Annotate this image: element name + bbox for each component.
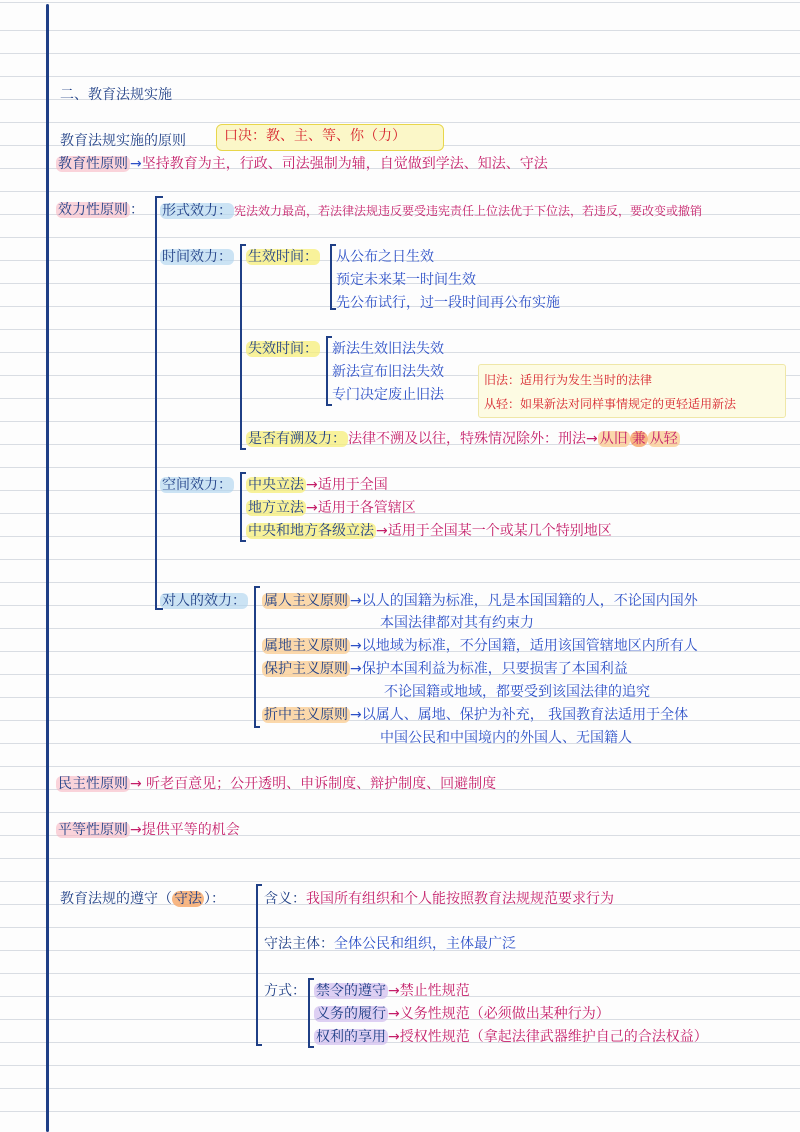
- method-item: 义务的履行 →义务性规范（必须做出某种行为）: [316, 1006, 610, 1022]
- effectiveness-bracket: [155, 196, 157, 610]
- education-principle-text: 坚持教育为主，行政、司法强制为辅，自觉做到学法、知法、守法: [141, 156, 548, 172]
- effective-time-label: 生效时间：: [248, 249, 318, 265]
- education-arrow: →: [130, 156, 142, 172]
- effective-item: 先公布试行，过一段时间再公布实施: [336, 295, 560, 311]
- retroactivity-label: 是否有溯及力：: [248, 431, 346, 447]
- methods-bracket: [308, 978, 310, 1048]
- expire-time-label: 失效时间：: [248, 341, 318, 357]
- person-effect-label: 对人的效力：: [162, 593, 246, 609]
- retroactivity: 是否有溯及力： 法律不溯及以往，特殊情况除外：刑法→ 从旧 兼 从轻: [248, 431, 678, 447]
- democracy-principle: 民主性原则 → 听老百意见；公开透明、申诉制度、辩护制度、回避制度: [58, 776, 497, 792]
- person-item-cont: 本国法律都对其有约束力: [380, 615, 534, 631]
- compliance-methods-label: 方式：: [264, 983, 306, 999]
- retroactivity-text: 法律不溯及以往，特殊情况除外：刑法→: [348, 431, 598, 447]
- effective-bracket: [330, 244, 332, 310]
- effective-item: 预定未来某一时间生效: [336, 272, 476, 288]
- space-item: 地方立法 →适用于各管辖区: [248, 500, 416, 516]
- person-bracket: [254, 586, 256, 728]
- person-item: 属人主义原则 →以人的国籍为标准，凡是本国国籍的人，不论国内国外: [264, 593, 698, 609]
- time-effect-label: 时间效力：: [162, 249, 232, 265]
- formal-effect-label: 形式效力：: [162, 203, 232, 219]
- note-old-law: 旧法：适用行为发生当时的法律: [484, 373, 653, 387]
- effectiveness-principle: 效力性原则 ：: [58, 202, 144, 218]
- expire-item: 新法生效旧法失效: [332, 341, 444, 357]
- section-title: 二、教育法规实施: [60, 87, 172, 103]
- method-item: 禁令的遵守 →禁止性规范: [316, 983, 470, 999]
- person-item-cont: 中国公民和中国境内的外国人、无国籍人: [380, 730, 632, 746]
- mnemonic: 口决：教、主、等、你（力）: [224, 128, 406, 144]
- formal-effect-text: 宪法效力最高，若法律法规违反要受违宪责任上位法优于下位法，若违反，要改变或撤销: [234, 204, 703, 218]
- space-effect-label: 空间效力：: [162, 477, 232, 493]
- education-principle-label: 教育性原则: [58, 156, 128, 172]
- compliance-meaning: 含义：我国所有组织和个人能按照教育法规规范要求行为: [264, 891, 614, 907]
- person-item: 属地主义原则 →以地域为标准，不分国籍，适用该国管辖地区内所有人: [264, 638, 698, 654]
- formal-effect: [160, 202, 702, 220]
- person-item-cont: 不论国籍或地域，都要受到该国法律的追究: [384, 684, 650, 700]
- education-principle: [56, 155, 548, 173]
- note-from-light: 从轻：如果新法对同样事情规定的更轻适用新法: [484, 397, 737, 411]
- person-item: 折中主义原则 →以属人、属地、保护为补充， 我国教育法适用于全体: [264, 707, 689, 723]
- principles-heading: 教育法规实施的原则: [60, 133, 186, 149]
- expire-bracket: [326, 336, 328, 406]
- space-bracket: [240, 472, 242, 542]
- equality-principle: 平等性原则 →提供平等的机会: [58, 822, 240, 838]
- method-item: 权利的享用 →授权性规范（拿起法律武器维护自己的合法权益）: [316, 1029, 708, 1045]
- time-bracket: [240, 244, 242, 450]
- margin-line: [46, 4, 49, 1132]
- compliance-heading: 教育法规的遵守（ 守法 ）：: [60, 891, 225, 907]
- effectiveness-label: 效力性原则: [58, 202, 128, 218]
- compliance-subject: 守法主体：全体公民和组织，主体最广泛: [264, 936, 516, 952]
- space-item: 中央立法 →适用于全国: [248, 477, 388, 493]
- space-item: 中央和地方各级立法 →适用于全国某一个或某几个特别地区: [248, 523, 612, 539]
- effective-item: 从公布之日生效: [336, 249, 434, 265]
- expire-item: 专门决定废止旧法: [332, 387, 444, 403]
- compliance-bracket: [256, 884, 258, 1046]
- expire-item: 新法宣布旧法失效: [332, 364, 444, 380]
- person-item: 保护主义原则 →保护本国利益为标准，只要损害了本国利益: [264, 661, 628, 677]
